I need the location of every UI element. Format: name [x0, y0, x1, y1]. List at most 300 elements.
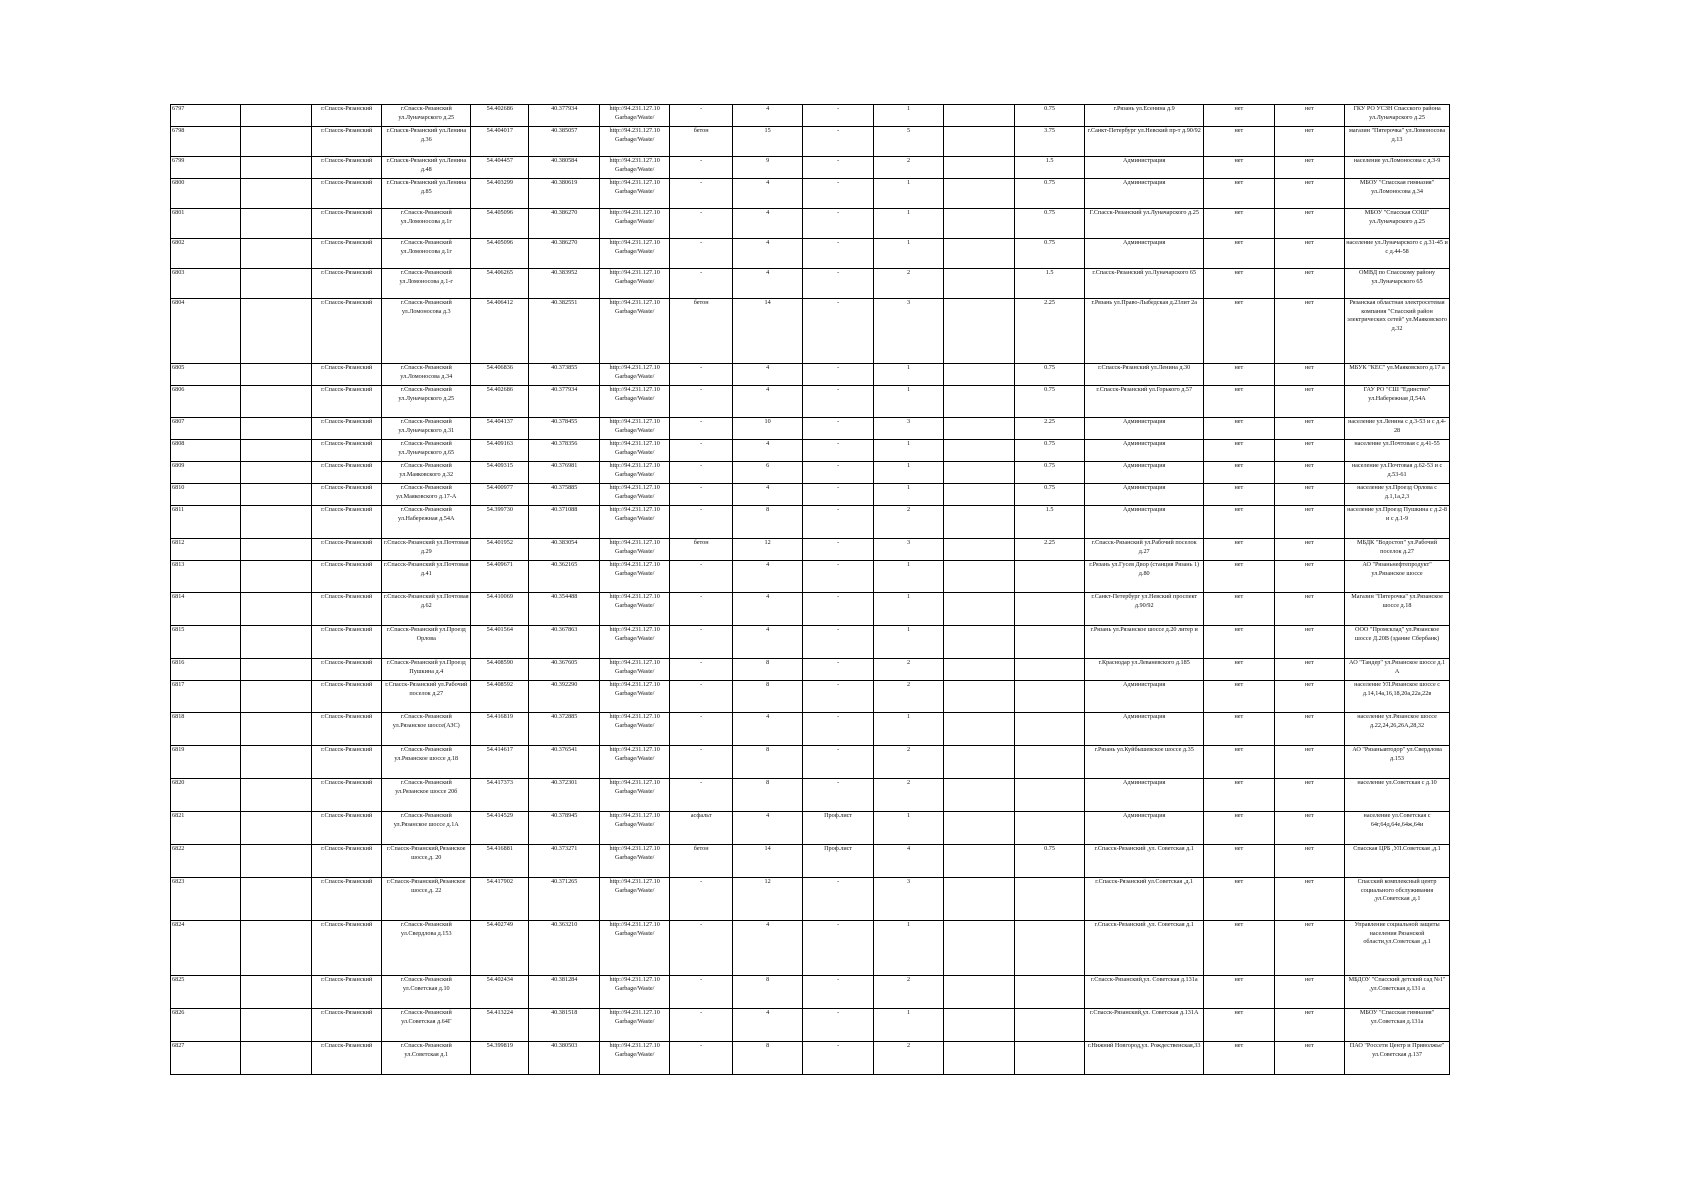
- cell-longitude: 40.382551: [529, 299, 599, 364]
- cell-area: 4: [732, 364, 802, 386]
- cell-col-12: [944, 976, 1014, 1009]
- cell-row-id: 6811: [171, 506, 241, 539]
- cell-volume: [1014, 681, 1084, 713]
- cell-owner: Администрация: [1085, 812, 1204, 845]
- cell-col-12: [944, 659, 1014, 681]
- cell-surface: -: [670, 593, 732, 626]
- cell-sources: АО "Тандер" ул.Рязанское шоссе д.1 А: [1345, 659, 1450, 681]
- cell-area: 4: [732, 239, 802, 269]
- cell-fence: -: [803, 418, 873, 440]
- cell-volume: 2.25: [1014, 299, 1084, 364]
- table-row: [171, 681, 1450, 713]
- cell-owner: Администрация: [1085, 506, 1204, 539]
- table-row: [171, 921, 1450, 976]
- cell-longitude: 40.386270: [529, 239, 599, 269]
- cell-row-id: 6803: [171, 269, 241, 299]
- cell-surface: -: [670, 209, 732, 239]
- cell-col-2: [241, 462, 311, 484]
- cell-address: г.Спасск-Рязанский ул.Маяковского д.32: [382, 462, 471, 484]
- cell-sources: население ул.Почтовая с д.41-55: [1345, 440, 1450, 462]
- cell-col-16: нет: [1274, 127, 1344, 157]
- cell-col-12: [944, 506, 1014, 539]
- cell-locality: г.Спасск-Рязанский: [311, 506, 381, 539]
- cell-area: 9: [732, 157, 802, 179]
- cell-address: г.Спасск-Рязанский ул.Луначарского д.25: [382, 386, 471, 418]
- cell-link: http://94.231.127.10 Garbage/Waste/: [599, 561, 669, 593]
- cell-owner: Администрация: [1085, 418, 1204, 440]
- cell-col-2: [241, 713, 311, 746]
- cell-volume: [1014, 713, 1084, 746]
- cell-sources: ГКУ РО УСЗН Спасского района ул.Луначарского д.25: [1345, 105, 1450, 127]
- table-row: [171, 593, 1450, 626]
- cell-row-id: 6812: [171, 539, 241, 561]
- cell-address: г.Спасск-Рязанский ул.Рабочий поселок д.27: [382, 681, 471, 713]
- cell-address: г.Спасск-Рязанский ул.Луначарского д.25: [382, 105, 471, 127]
- cell-col-12: [944, 878, 1014, 921]
- cell-volume: 3.75: [1014, 127, 1084, 157]
- cell-col-2: [241, 561, 311, 593]
- cell-containers: 1: [873, 484, 943, 506]
- cell-surface: -: [670, 878, 732, 921]
- cell-longitude: 40.385057: [529, 127, 599, 157]
- cell-address: г.Спасск-Рязанский ул.Ломоносова д.3: [382, 299, 471, 364]
- cell-volume: 0.75: [1014, 462, 1084, 484]
- cell-area: 4: [732, 386, 802, 418]
- cell-volume: 0.75: [1014, 386, 1084, 418]
- cell-area: 8: [732, 659, 802, 681]
- cell-col-16: нет: [1274, 440, 1344, 462]
- cell-latitude: 54.402686: [471, 105, 529, 127]
- cell-volume: 0.75: [1014, 484, 1084, 506]
- cell-col-15: нет: [1204, 626, 1274, 659]
- cell-link: http://94.231.127.10 Garbage/Waste/: [599, 626, 669, 659]
- cell-locality: г.Спасск-Рязанский: [311, 269, 381, 299]
- cell-locality: г.Спасск-Рязанский: [311, 239, 381, 269]
- cell-address: г.Спасск-Рязанский ул.Ленина д.85: [382, 179, 471, 209]
- cell-owner: г.Рязань ул.Право-Лыбедская д.23лит 2а: [1085, 299, 1204, 364]
- cell-sources: МБУК "КЕС" ул.Маяковского д.17 а: [1345, 364, 1450, 386]
- cell-col-16: нет: [1274, 386, 1344, 418]
- cell-latitude: 54.399819: [471, 1042, 529, 1075]
- cell-sources: Магазин "Пятерочка" ул.Рязанское шоссе д.18: [1345, 593, 1450, 626]
- cell-locality: г.Спасск-Рязанский: [311, 1042, 381, 1075]
- cell-containers: 1: [873, 209, 943, 239]
- cell-sources: население ул.Советская с д.10: [1345, 779, 1450, 812]
- cell-fence: -: [803, 659, 873, 681]
- cell-address: г.Спасск-Рязанский,Рязанское шоссе,д. 22: [382, 878, 471, 921]
- cell-latitude: 54.414617: [471, 746, 529, 779]
- cell-containers: 3: [873, 878, 943, 921]
- cell-row-id: 6816: [171, 659, 241, 681]
- cell-surface: -: [670, 239, 732, 269]
- cell-link: http://94.231.127.10 Garbage/Waste/: [599, 746, 669, 779]
- cell-volume: [1014, 593, 1084, 626]
- cell-surface: асфальт: [670, 812, 732, 845]
- cell-col-16: нет: [1274, 539, 1344, 561]
- cell-longitude: 40.373271: [529, 845, 599, 878]
- cell-locality: г.Спасск-Рязанский: [311, 812, 381, 845]
- cell-link: http://94.231.127.10 Garbage/Waste/: [599, 878, 669, 921]
- cell-owner: г.Спасск-Рязанский,ул. Советская д.131А: [1085, 1009, 1204, 1042]
- cell-sources: Спасская ЦРБ ,УЛ.Советская ,д.1: [1345, 845, 1450, 878]
- cell-area: 4: [732, 921, 802, 976]
- cell-col-15: нет: [1204, 239, 1274, 269]
- cell-col-16: нет: [1274, 462, 1344, 484]
- cell-locality: г.Спасск-Рязанский: [311, 209, 381, 239]
- cell-fence: -: [803, 179, 873, 209]
- cell-row-id: 6809: [171, 462, 241, 484]
- cell-link: http://94.231.127.10 Garbage/Waste/: [599, 593, 669, 626]
- cell-col-15: нет: [1204, 299, 1274, 364]
- cell-owner: г.Спасск-Рязанский,ул. Советская д.131а: [1085, 976, 1204, 1009]
- cell-latitude: 54.405096: [471, 209, 529, 239]
- cell-sources: АО "Рязаньнефтепродукт" ул.Рязанское шоссе: [1345, 561, 1450, 593]
- cell-col-15: нет: [1204, 976, 1274, 1009]
- cell-row-id: 6801: [171, 209, 241, 239]
- cell-area: 4: [732, 1009, 802, 1042]
- cell-containers: 2: [873, 681, 943, 713]
- cell-latitude: 54.401952: [471, 539, 529, 561]
- cell-surface: -: [670, 418, 732, 440]
- cell-volume: 1.5: [1014, 157, 1084, 179]
- cell-latitude: 54.402434: [471, 976, 529, 1009]
- cell-surface: -: [670, 462, 732, 484]
- cell-latitude: 54.406836: [471, 364, 529, 386]
- cell-owner: г.Санкт-Петербург ул.Невский пр-т д.90/92: [1085, 127, 1204, 157]
- cell-sources: население ул.Рязанское шоссе д.22,24,26,26А,28,32: [1345, 713, 1450, 746]
- cell-area: 4: [732, 269, 802, 299]
- table-row: [171, 209, 1450, 239]
- cell-volume: [1014, 659, 1084, 681]
- cell-address: г.Спасск-Рязанский ул.Советская д.1: [382, 1042, 471, 1075]
- cell-volume: [1014, 921, 1084, 976]
- cell-sources: население УЛ.Рязанское шоссе с д.14,14а,16,18,20а,22а,22в: [1345, 681, 1450, 713]
- cell-containers: 4: [873, 845, 943, 878]
- cell-owner: г.Нижний Новгород,ул. Рождественская,33: [1085, 1042, 1204, 1075]
- cell-col-2: [241, 659, 311, 681]
- cell-owner: г.Краснодар ул.Леваневского д.185: [1085, 659, 1204, 681]
- cell-col-12: [944, 779, 1014, 812]
- cell-fence: -: [803, 779, 873, 812]
- cell-latitude: 54.414529: [471, 812, 529, 845]
- cell-latitude: 54.417902: [471, 878, 529, 921]
- cell-row-id: 6824: [171, 921, 241, 976]
- cell-containers: 3: [873, 299, 943, 364]
- cell-longitude: 40.378356: [529, 440, 599, 462]
- cell-containers: 1: [873, 1009, 943, 1042]
- cell-longitude: 40.372301: [529, 779, 599, 812]
- table-row: [171, 364, 1450, 386]
- cell-owner: Администрация: [1085, 179, 1204, 209]
- cell-row-id: 6804: [171, 299, 241, 364]
- cell-link: http://94.231.127.10 Garbage/Waste/: [599, 779, 669, 812]
- cell-owner: г.Рязань ул.Гусев Двор (станция Рязань 1) д.80: [1085, 561, 1204, 593]
- table-row: [171, 127, 1450, 157]
- cell-owner: г.Санкт-Петербург ул.Невский проспект д.90/92: [1085, 593, 1204, 626]
- cell-col-15: нет: [1204, 386, 1274, 418]
- cell-containers: 1: [873, 239, 943, 269]
- cell-longitude: 40.372885: [529, 713, 599, 746]
- table-row: [171, 440, 1450, 462]
- cell-longitude: 40.376541: [529, 746, 599, 779]
- cell-col-2: [241, 127, 311, 157]
- cell-sources: МБДОУ "Спасский детский сад №1" ,ул.Советская д.131 а: [1345, 976, 1450, 1009]
- cell-locality: г.Спасск-Рязанский: [311, 681, 381, 713]
- cell-address: г.Спасск-Рязанский ул.Ломоносова д.1г: [382, 209, 471, 239]
- cell-latitude: 54.405096: [471, 239, 529, 269]
- cell-link: http://94.231.127.10 Garbage/Waste/: [599, 364, 669, 386]
- cell-row-id: 6798: [171, 127, 241, 157]
- cell-col-12: [944, 462, 1014, 484]
- cell-owner: г.Рязань ул.Куйбышевское шоссе д.35: [1085, 746, 1204, 779]
- cell-row-id: 6815: [171, 626, 241, 659]
- cell-col-2: [241, 845, 311, 878]
- cell-fence: -: [803, 484, 873, 506]
- table-row: [171, 561, 1450, 593]
- cell-surface: -: [670, 659, 732, 681]
- cell-longitude: 40.376981: [529, 462, 599, 484]
- cell-row-id: 6817: [171, 681, 241, 713]
- cell-locality: г.Спасск-Рязанский: [311, 484, 381, 506]
- cell-fence: -: [803, 593, 873, 626]
- table-row: [171, 1042, 1450, 1075]
- cell-area: 8: [732, 746, 802, 779]
- cell-link: http://94.231.127.10 Garbage/Waste/: [599, 681, 669, 713]
- cell-col-2: [241, 105, 311, 127]
- cell-col-15: нет: [1204, 845, 1274, 878]
- cell-col-16: нет: [1274, 299, 1344, 364]
- cell-longitude: 40.380619: [529, 179, 599, 209]
- cell-col-16: нет: [1274, 878, 1344, 921]
- cell-link: http://94.231.127.10 Garbage/Waste/: [599, 1042, 669, 1075]
- cell-link: http://94.231.127.10 Garbage/Waste/: [599, 462, 669, 484]
- cell-locality: г.Спасск-Рязанский: [311, 976, 381, 1009]
- cell-col-12: [944, 1042, 1014, 1075]
- cell-containers: 1: [873, 626, 943, 659]
- cell-volume: 0.75: [1014, 105, 1084, 127]
- cell-col-12: [944, 539, 1014, 561]
- cell-owner: г.Спасск-Рязанский ул.Луначарского 65: [1085, 269, 1204, 299]
- cell-area: 8: [732, 681, 802, 713]
- cell-col-16: нет: [1274, 269, 1344, 299]
- table-row: [171, 626, 1450, 659]
- cell-owner: Администрация: [1085, 440, 1204, 462]
- cell-col-16: нет: [1274, 105, 1344, 127]
- cell-col-12: [944, 681, 1014, 713]
- cell-row-id: 6806: [171, 386, 241, 418]
- cell-col-15: нет: [1204, 539, 1274, 561]
- cell-link: http://94.231.127.10 Garbage/Waste/: [599, 418, 669, 440]
- cell-col-12: [944, 561, 1014, 593]
- cell-sources: население ул.Проезд Орлова с д.1,1а,2,3: [1345, 484, 1450, 506]
- cell-volume: 0.75: [1014, 845, 1084, 878]
- cell-col-16: нет: [1274, 209, 1344, 239]
- cell-row-id: 6818: [171, 713, 241, 746]
- cell-area: 4: [732, 812, 802, 845]
- cell-containers: 1: [873, 561, 943, 593]
- cell-col-2: [241, 1009, 311, 1042]
- cell-locality: г.Спасск-Рязанский: [311, 921, 381, 976]
- cell-address: г.Спасск-Рязанский ул.Советская д.64Г: [382, 1009, 471, 1042]
- cell-col-15: нет: [1204, 127, 1274, 157]
- cell-address: г.Спасск-Рязанский ул.Луначарского д.65: [382, 440, 471, 462]
- cell-fence: -: [803, 105, 873, 127]
- cell-sources: ООО "Промсклад" ул.Рязанское шоссе Д.20В (здание Сбербанк): [1345, 626, 1450, 659]
- cell-longitude: 40.381518: [529, 1009, 599, 1042]
- cell-fence: -: [803, 539, 873, 561]
- cell-fence: -: [803, 1009, 873, 1042]
- table-row: [171, 105, 1450, 127]
- cell-owner: г.Рязань ул.Рязанское шоссе д.20 литер и: [1085, 626, 1204, 659]
- cell-col-12: [944, 299, 1014, 364]
- cell-sources: население ул.Почтовая д.62-53 и с д.53-61: [1345, 462, 1450, 484]
- cell-containers: 1: [873, 386, 943, 418]
- cell-col-15: нет: [1204, 713, 1274, 746]
- cell-containers: 3: [873, 539, 943, 561]
- cell-latitude: 54.401564: [471, 626, 529, 659]
- cell-sources: Управление социальной защиты населения Рязанской области,ул.Советская ,д.1: [1345, 921, 1450, 976]
- cell-volume: [1014, 1009, 1084, 1042]
- cell-surface: -: [670, 269, 732, 299]
- cell-col-12: [944, 845, 1014, 878]
- cell-col-15: нет: [1204, 269, 1274, 299]
- cell-col-12: [944, 239, 1014, 269]
- cell-col-2: [241, 179, 311, 209]
- cell-volume: 2.25: [1014, 418, 1084, 440]
- cell-area: 4: [732, 209, 802, 239]
- cell-locality: г.Спасск-Рязанский: [311, 299, 381, 364]
- cell-col-16: нет: [1274, 681, 1344, 713]
- cell-col-16: нет: [1274, 484, 1344, 506]
- table-row: [171, 157, 1450, 179]
- cell-address: г.Спасск-Рязанский ул.Проезд Орлова: [382, 626, 471, 659]
- cell-fence: -: [803, 878, 873, 921]
- cell-fence: Проф.лист: [803, 812, 873, 845]
- cell-volume: 1.5: [1014, 269, 1084, 299]
- cell-locality: г.Спасск-Рязанский: [311, 179, 381, 209]
- cell-latitude: 54.406412: [471, 299, 529, 364]
- cell-row-id: 6802: [171, 239, 241, 269]
- cell-address: г.Спасск-Рязанский ул.Маяковского д.17-А: [382, 484, 471, 506]
- cell-area: 12: [732, 878, 802, 921]
- cell-col-16: нет: [1274, 593, 1344, 626]
- cell-col-2: [241, 681, 311, 713]
- cell-fence: -: [803, 976, 873, 1009]
- cell-fence: -: [803, 209, 873, 239]
- cell-longitude: 40.380584: [529, 157, 599, 179]
- cell-col-15: нет: [1204, 812, 1274, 845]
- cell-surface: бетон: [670, 127, 732, 157]
- cell-col-2: [241, 976, 311, 1009]
- cell-col-16: нет: [1274, 626, 1344, 659]
- cell-locality: г.Спасск-Рязанский: [311, 462, 381, 484]
- cell-row-id: 6819: [171, 746, 241, 779]
- cell-surface: -: [670, 626, 732, 659]
- cell-address: г.Спасск-Рязанский ул.Луначарского д.31: [382, 418, 471, 440]
- cell-area: 4: [732, 561, 802, 593]
- cell-col-2: [241, 779, 311, 812]
- cell-col-15: нет: [1204, 105, 1274, 127]
- cell-latitude: 54.403299: [471, 179, 529, 209]
- cell-area: 8: [732, 976, 802, 1009]
- cell-latitude: 54.408592: [471, 681, 529, 713]
- cell-area: 4: [732, 626, 802, 659]
- cell-col-2: [241, 484, 311, 506]
- cell-longitude: 40.371088: [529, 506, 599, 539]
- cell-area: 4: [732, 105, 802, 127]
- cell-col-12: [944, 179, 1014, 209]
- cell-volume: 2.25: [1014, 539, 1084, 561]
- cell-sources: ПАО "Россети Центр и Приволжье" ул.Советская д.137: [1345, 1042, 1450, 1075]
- cell-col-15: нет: [1204, 506, 1274, 539]
- cell-link: http://94.231.127.10 Garbage/Waste/: [599, 239, 669, 269]
- cell-volume: 1.5: [1014, 506, 1084, 539]
- cell-fence: -: [803, 746, 873, 779]
- cell-longitude: 40.363210: [529, 921, 599, 976]
- cell-latitude: 54.406265: [471, 269, 529, 299]
- cell-col-15: нет: [1204, 179, 1274, 209]
- cell-col-15: нет: [1204, 1042, 1274, 1075]
- cell-col-12: [944, 1009, 1014, 1042]
- table-row: [171, 299, 1450, 364]
- cell-row-id: 6821: [171, 812, 241, 845]
- cell-owner: г.Спасск-Рязанский ул.Рабочий поселок д.27: [1085, 539, 1204, 561]
- cell-address: г.Спасск-Рязанский ул.Ломоносова д.1г: [382, 239, 471, 269]
- cell-volume: [1014, 878, 1084, 921]
- cell-col-12: [944, 484, 1014, 506]
- cell-longitude: 40.377934: [529, 386, 599, 418]
- cell-col-16: нет: [1274, 418, 1344, 440]
- cell-area: 8: [732, 779, 802, 812]
- cell-containers: 2: [873, 746, 943, 779]
- cell-volume: [1014, 812, 1084, 845]
- cell-col-12: [944, 921, 1014, 976]
- cell-col-16: нет: [1274, 157, 1344, 179]
- cell-col-15: нет: [1204, 418, 1274, 440]
- cell-link: http://94.231.127.10 Garbage/Waste/: [599, 1009, 669, 1042]
- table-row: [171, 269, 1450, 299]
- cell-fence: -: [803, 127, 873, 157]
- cell-longitude: 40.377934: [529, 105, 599, 127]
- cell-volume: [1014, 1042, 1084, 1075]
- cell-col-2: [241, 1042, 311, 1075]
- cell-col-2: [241, 746, 311, 779]
- cell-locality: г.Спасск-Рязанский: [311, 157, 381, 179]
- cell-longitude: 40.371265: [529, 878, 599, 921]
- cell-col-16: нет: [1274, 179, 1344, 209]
- cell-col-15: нет: [1204, 440, 1274, 462]
- cell-col-16: нет: [1274, 506, 1344, 539]
- cell-sources: МБОУ "Спасская СОШ" ул.Луначарского д.25: [1345, 209, 1450, 239]
- cell-col-2: [241, 812, 311, 845]
- cell-address: г.Спасск-Рязанский ул.Почтовая д.62: [382, 593, 471, 626]
- cell-surface: -: [670, 921, 732, 976]
- cell-surface: -: [670, 1009, 732, 1042]
- cell-address: г.Спасск-Рязанский ул.Ломоносова д.34: [382, 364, 471, 386]
- cell-sources: МБОУ "Спасская гимназия" ул.Советская д.131а: [1345, 1009, 1450, 1042]
- cell-col-2: [241, 921, 311, 976]
- cell-surface: -: [670, 364, 732, 386]
- cell-containers: 2: [873, 779, 943, 812]
- cell-owner: г.Спасск-Рязанский ул.Горького д.57: [1085, 386, 1204, 418]
- cell-col-12: [944, 386, 1014, 418]
- cell-col-16: нет: [1274, 659, 1344, 681]
- cell-col-2: [241, 386, 311, 418]
- table-row: [171, 484, 1450, 506]
- cell-fence: Проф.лист: [803, 845, 873, 878]
- cell-col-15: нет: [1204, 659, 1274, 681]
- cell-link: http://94.231.127.10 Garbage/Waste/: [599, 539, 669, 561]
